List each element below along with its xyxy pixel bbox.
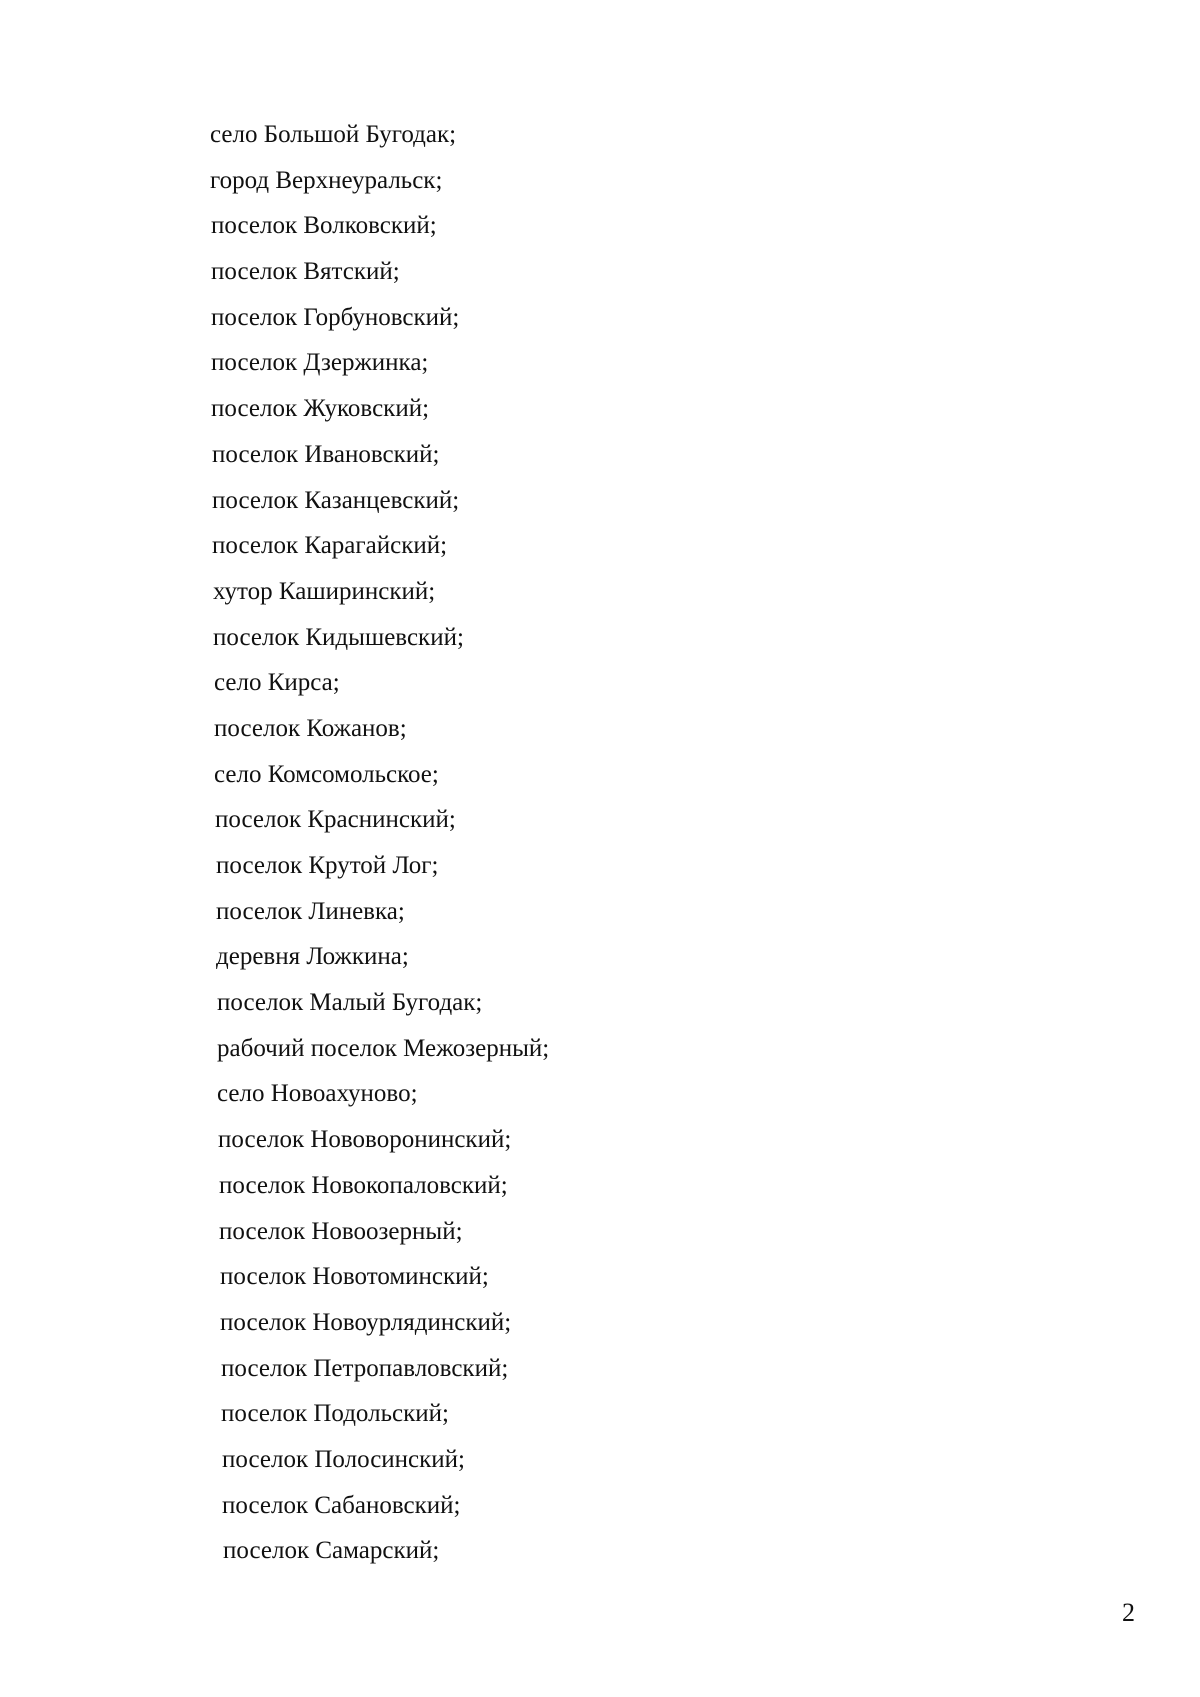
list-item: поселок Крутой Лог;: [216, 852, 439, 879]
list-item: поселок Горбуновский;: [211, 303, 460, 331]
list-item: поселок Нововоронинский;: [218, 1126, 512, 1154]
list-item: поселок Новокопаловский;: [219, 1171, 508, 1199]
list-item: поселок Полосинский;: [222, 1445, 465, 1473]
list-item: поселок Сабановский;: [222, 1491, 461, 1519]
list-item: хутор Каширинский;: [213, 577, 436, 605]
list-item: поселок Карагайский;: [212, 532, 448, 560]
list-item: поселок Кидышевский;: [213, 623, 464, 651]
list-item: поселок Подольский;: [221, 1400, 449, 1428]
list-item: город Верхнеуральск;: [210, 166, 443, 194]
list-item: поселок Краснинский;: [215, 806, 456, 834]
list-item: поселок Волковский;: [211, 212, 437, 240]
list-item: поселок Новоозерный;: [219, 1217, 463, 1245]
list-item: поселок Новотоминский;: [220, 1263, 489, 1291]
list-item: поселок Ивановский;: [212, 440, 440, 468]
settlement-list: [0, 112, 1200, 1574]
list-item: поселок Казанцевский;: [212, 486, 460, 514]
list-item: рабочий поселок Межозерный;: [217, 1034, 550, 1062]
list-item: село Комсомольское;: [214, 760, 439, 788]
list-item: поселок Жуковский;: [211, 395, 430, 423]
list-item: село Новоахуново;: [217, 1080, 418, 1108]
list-item: деревня Ложкина;: [216, 943, 409, 971]
list-item: поселок Вятский;: [211, 258, 400, 286]
list-item: село Большой Бугодак;: [210, 121, 457, 148]
list-item: поселок Малый Бугодак;: [217, 989, 483, 1017]
list-item: поселок Самарский;: [223, 1537, 440, 1565]
list-item: поселок Дзержинка;: [211, 349, 429, 377]
list-item: село Кирса;: [214, 669, 340, 697]
page-number: 2: [1122, 1598, 1135, 1627]
list-item: поселок Линевка;: [216, 897, 405, 925]
list-item: поселок Петропавловский;: [221, 1354, 509, 1382]
list-item: поселок Новоурлядинский;: [220, 1308, 512, 1336]
list-item: поселок Кожанов;: [214, 714, 407, 742]
